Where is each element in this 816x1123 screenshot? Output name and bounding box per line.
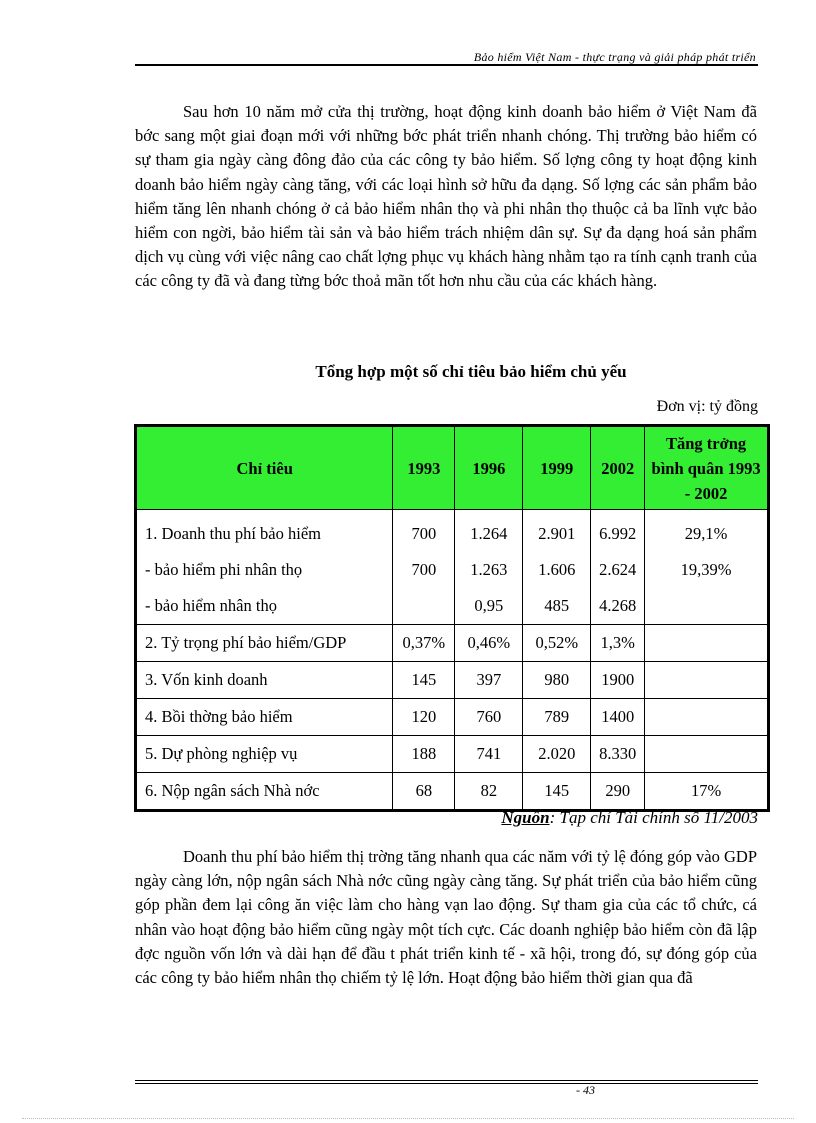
cell-1996: 1.264: [455, 510, 523, 553]
cell-growth: [645, 736, 768, 773]
cell-growth: 29,1%: [645, 510, 768, 553]
table-row: [137, 625, 768, 662]
cell-2002: 1400: [591, 699, 645, 736]
cell-1996: 0,95: [455, 588, 523, 625]
table-row: [137, 662, 768, 699]
cell-1999: 0,52%: [523, 625, 591, 662]
cell-2002: 1900: [591, 662, 645, 699]
row-label: - bảo hiểm phi nhân thọ: [137, 552, 393, 588]
cell-1996: 1.263: [455, 552, 523, 588]
cell-2002: 4.268: [591, 588, 645, 625]
cell-growth: 19,39%: [645, 552, 768, 588]
table-row: [137, 699, 768, 736]
cell-1996: 760: [455, 699, 523, 736]
cell-growth: [645, 662, 768, 699]
header-indicator: Chỉ tiêu: [137, 427, 393, 510]
body-paragraph: Doanh thu phí bảo hiểm thị trờng tăng nhanh qua các năm với tỷ lệ đóng góp vào GDP ngày càng lớn, nộp ngân sách Nhà nớc cũng ngày càng tăng. Sự phát triển của bảo hiểm cũng góp phần đem lại công ăn việc làm cho hàng vạn lao động. Sự tham gia của các tổ chức, cá nhân vào hoạt động bảo hiểm cũng ngày một tích cực. Các doanh nghiệp bảo hiểm còn đã lập đợc nguồn vốn lớn và dài hạn để đầu t phát triển kinh tế - xã hội, trong đó, sự đóng góp của các công ty bảo hiểm nhân thọ chiếm tỷ lệ lớn. Hoạt động bảo hiểm thời gian qua đã: [135, 847, 757, 988]
row-label: 3. Vốn kinh doanh: [137, 662, 393, 699]
cell-1993: 145: [393, 662, 455, 699]
header-1996: 1996: [455, 427, 523, 510]
cell-1999: 485: [523, 588, 591, 625]
table-row: [137, 773, 768, 810]
cell-growth: [645, 588, 768, 625]
cell-2002: 6.992: [591, 510, 645, 553]
header-2002: 2002: [591, 427, 645, 510]
cell-1993: 120: [393, 699, 455, 736]
cell-1993: 700: [393, 552, 455, 588]
cell-1999: 2.020: [523, 736, 591, 773]
cell-1996: 397: [455, 662, 523, 699]
row-label: 4. Bồi thờng bảo hiểm: [137, 699, 393, 736]
cell-1996: 741: [455, 736, 523, 773]
row-label: 2. Tỷ trọng phí bảo hiểm/GDP: [137, 625, 393, 662]
page-number: - 43: [576, 1083, 595, 1097]
table-row: [137, 588, 768, 625]
cell-growth: [645, 699, 768, 736]
cell-2002: 1,3%: [591, 625, 645, 662]
insurance-indicators-table: [136, 426, 768, 810]
cell-1993: 0,37%: [393, 625, 455, 662]
table-row: [137, 552, 768, 588]
row-label: 6. Nộp ngân sách Nhà nớc: [137, 773, 393, 810]
source-citation: [501, 808, 758, 828]
cell-1999: 1.606: [523, 552, 591, 588]
table-row: [137, 736, 768, 773]
running-header: Bảo hiểm Việt Nam - thực trạng và giải pháp phát triển: [473, 50, 756, 64]
header-average-growth: Tăng trởng bình quân 1993 - 2002: [645, 427, 768, 510]
header-rule: [135, 64, 758, 66]
cell-1999: 145: [523, 773, 591, 810]
source-label: Nguồn: [501, 808, 550, 827]
header-1993: 1993: [393, 427, 455, 510]
row-label: 5. Dự phòng nghiệp vụ: [137, 736, 393, 773]
cell-1999: 980: [523, 662, 591, 699]
page-border: [22, 1118, 794, 1119]
cell-1993: 188: [393, 736, 455, 773]
cell-1999: 2.901: [523, 510, 591, 553]
cell-1993: 68: [393, 773, 455, 810]
cell-1996: 82: [455, 773, 523, 810]
cell-1996: 0,46%: [455, 625, 523, 662]
cell-1993: [393, 588, 455, 625]
cell-2002: 290: [591, 773, 645, 810]
table-title: Tổng hợp một số chỉ tiêu bảo hiểm chủ yếu: [315, 362, 627, 381]
table-header-row: [137, 427, 768, 510]
row-label: 1. Doanh thu phí bảo hiểm: [137, 510, 393, 553]
header-1999: 1999: [523, 427, 591, 510]
unit-note: Đơn vị: tỷ đồng: [656, 398, 758, 415]
cell-1999: 789: [523, 699, 591, 736]
intro-paragraph: Sau hơn 10 năm mở cửa thị trường, hoạt động kinh doanh bảo hiểm ở Việt Nam đã bớc sang một giai đoạn mới với những bớc phát triển nhanh chóng. Thị trường bảo hiểm có sự tham gia ngày càng đông đảo của các công ty bảo hiểm. Số lợng công ty hoạt động kinh doanh bảo hiểm ngày càng tăng, với các loại hình sở hữu đa dạng. Số lợng các sản phẩm bảo hiểm tăng lên nhanh chóng ở cả bảo hiểm nhân thọ và phi nhân thọ thuộc cả ba lĩnh vực bảo hiểm con ngời, bảo hiểm tài sản và bảo hiểm trách nhiệm dân sự. Sự đa dạng hoá sản phẩm dịch vụ cùng với việc nâng cao chất lợng phục vụ khách hàng nhằm tạo ra tính cạnh tranh của các công ty đã và đang từng bớc thoả mãn tốt hơn nhu cầu của các khách hàng.: [135, 102, 757, 291]
cell-2002: 2.624: [591, 552, 645, 588]
cell-growth: [645, 625, 768, 662]
cell-2002: 8.330: [591, 736, 645, 773]
footer-rule: [135, 1080, 758, 1084]
row-label: - bảo hiểm nhân thọ: [137, 588, 393, 625]
cell-1993: 700: [393, 510, 455, 553]
source-text: : Tạp chí Tài chính số 11/2003: [549, 808, 758, 827]
table-row: [137, 510, 768, 553]
cell-growth: 17%: [645, 773, 768, 810]
